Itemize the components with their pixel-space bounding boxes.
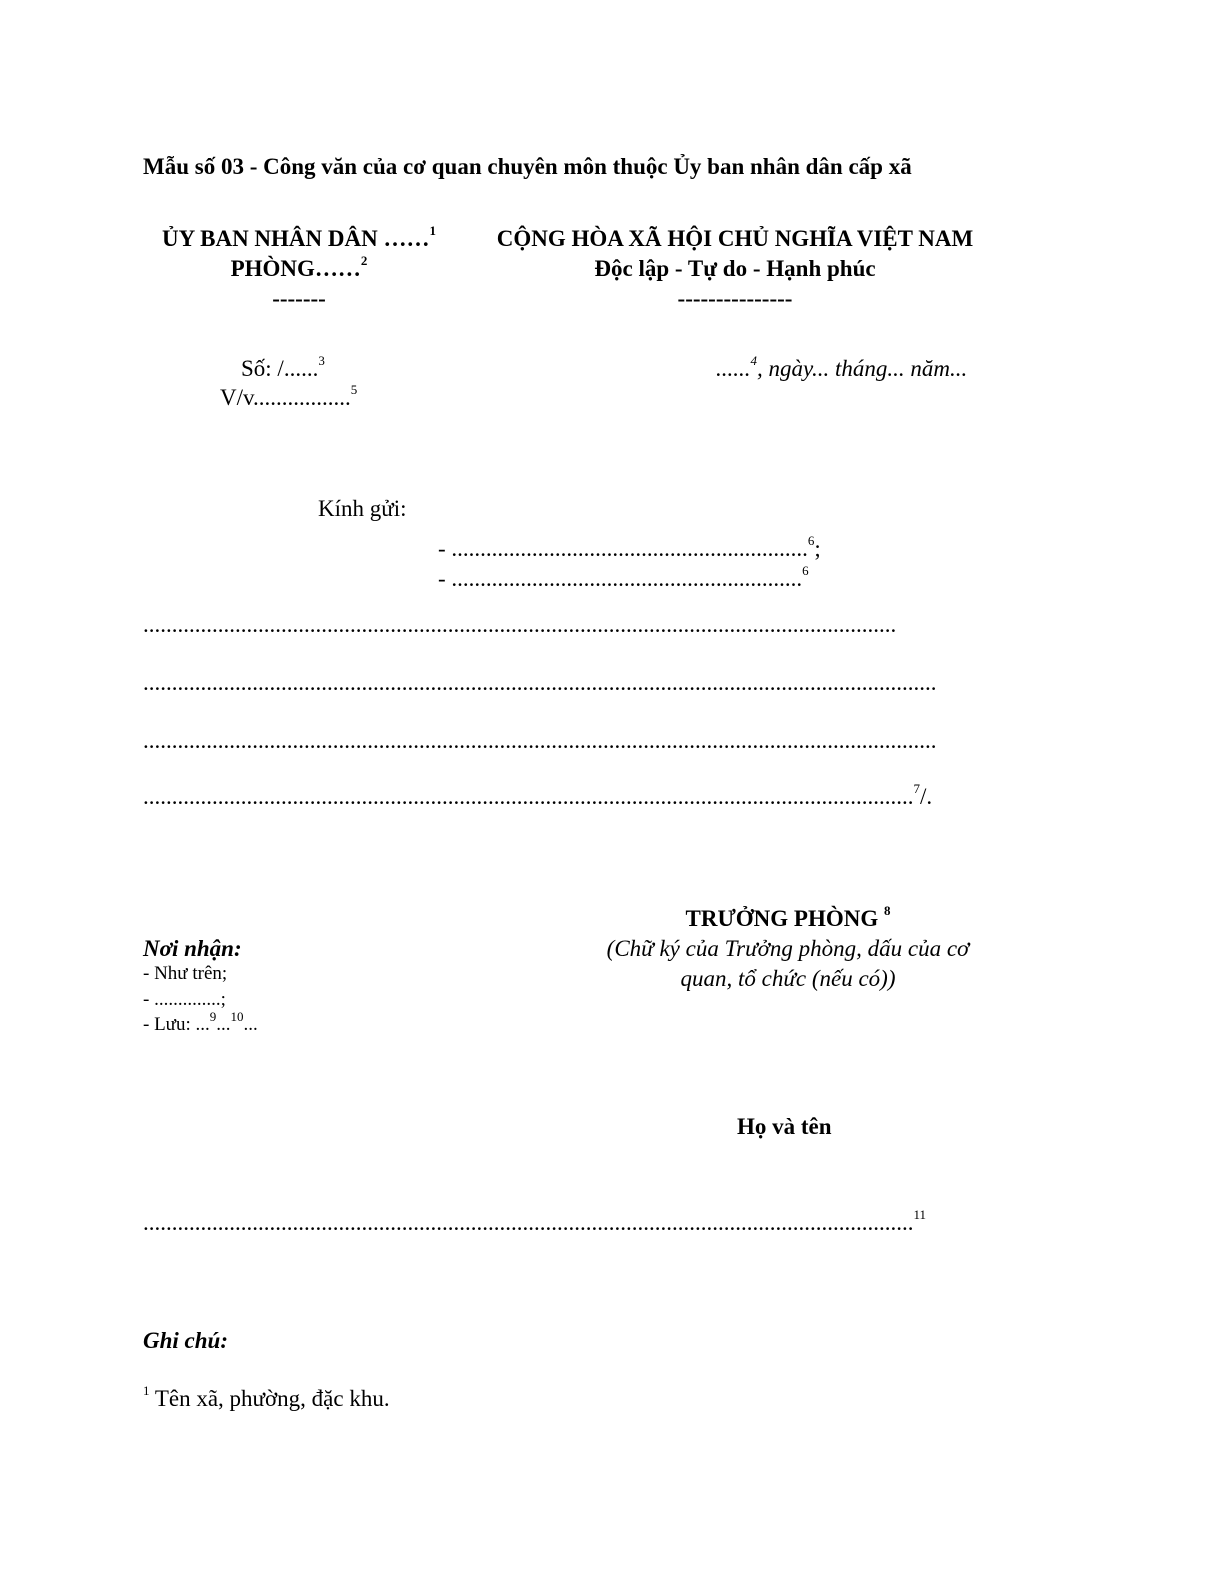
salutation: Kính gửi:: [318, 496, 407, 521]
recipient-line: - .............................................................$^6$: [438, 563, 809, 591]
page-title: Mẫu số 03 - Công văn của cơ quan chuyên môn thuộc Ủy ban nhân dân cấp xã: [143, 154, 912, 179]
recipients-list-item: - ..............;: [143, 989, 226, 1010]
signature-block: [578, 904, 998, 994]
national-motto-header: [490, 224, 980, 314]
document-number: Số: /......$^3$: [241, 353, 325, 381]
place-date-line: ......$^4$, ngày... tháng... năm...: [716, 353, 968, 381]
footnote-ref: 7: [913, 781, 920, 797]
footnote-ref: 8: [883, 903, 891, 919]
notes-heading: Ghi chú:: [143, 1328, 228, 1353]
motto-divider: ---------------: [677, 286, 793, 311]
country-name: CỘNG HÒA XÃ HỘI CHỦ NGHĨA VIỆT NAM: [496, 226, 974, 251]
footnote-ref: 1: [429, 223, 436, 239]
recipients-label: Nơi nhận:: [143, 936, 242, 961]
recipients-list-item: - Lưu: ...$^9$...$^{10}$...: [143, 1008, 258, 1035]
footnote-ref: 5: [350, 382, 358, 398]
footnote-ref: 6: [807, 533, 815, 549]
national-motto: Độc lập - Tự do - Hạnh phúc: [594, 256, 876, 281]
recipients-list-item: - Như trên;: [143, 963, 228, 984]
department-name: PHÒNG……$^2$: [230, 253, 368, 281]
signer-name: Họ và tên: [737, 1114, 832, 1139]
footnote-ref: 6: [802, 563, 809, 579]
footnote-ref: 9: [209, 1008, 217, 1024]
document-subject: V/v.................$^5$: [220, 382, 358, 410]
footnote-ref: 3: [318, 353, 325, 369]
body-text-line: ......................................................................................................................................$^7$/.: [143, 781, 933, 809]
issuing-authority-header: [143, 224, 455, 314]
footnote-ref: 10: [230, 1008, 244, 1024]
header-divider: -------: [272, 286, 326, 311]
authority-name: ỦY BAN NHÂN DÂN ……$^1$: [162, 223, 436, 251]
body-text-line: ..........................................................................................................................................: [143, 670, 937, 695]
body-text-line: ...................................................................................................................................: [143, 612, 897, 637]
body-text-line: ..........................................................................................................................................: [143, 728, 937, 753]
footnote-ref: 2: [360, 253, 368, 269]
dotted-line: ......................................................................................................................................$^{11}$: [143, 1207, 927, 1235]
footnote-ref: 11: [913, 1207, 927, 1223]
note-item: $^1$ Tên xã, phường, đặc khu.: [143, 1383, 390, 1411]
signer-title: TRƯỞNG PHÒNG $^8$: [685, 903, 891, 931]
footnote-ref: 4: [750, 353, 757, 369]
footnote-ref: 1: [143, 1383, 150, 1399]
signature-note: (Chữ ký của Trưởng phòng, dấu của cơ quan, tổ chức (nếu có)): [606, 936, 970, 991]
recipient-line: - ..............................................................$^6$;: [438, 533, 821, 561]
